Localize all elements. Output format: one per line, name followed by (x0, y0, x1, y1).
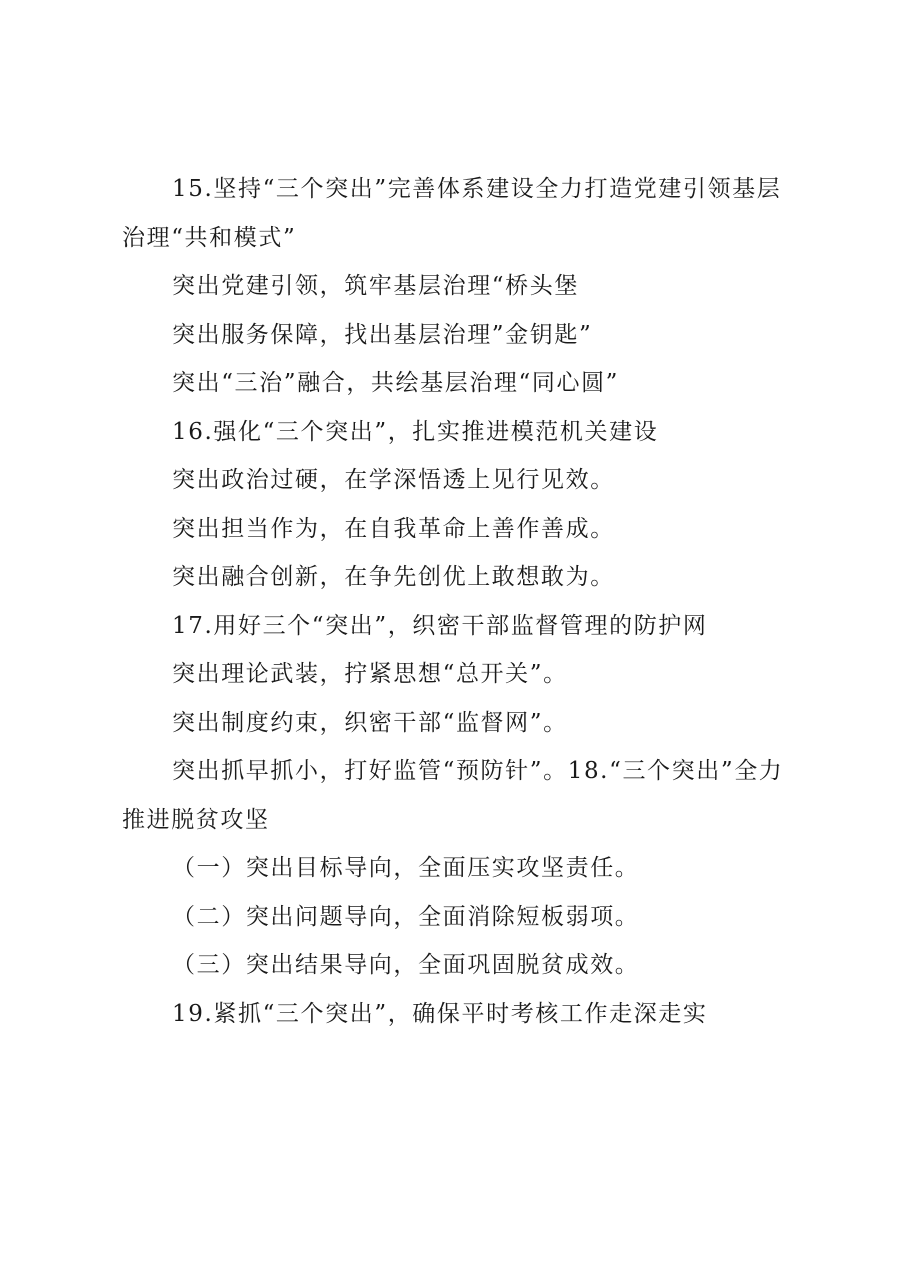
list-item: （二）突出问题导向，全面消除短板弱项。 (172, 903, 640, 930)
heading-15: 15.坚持“三个突出”完善体系建设全力打造党建引领基层治理“共和模式” (122, 176, 782, 251)
list-item: 突出制度约束，织密干部“监督网”。 (172, 709, 568, 736)
list-item: 突出政治过硬，在学深悟透上见行见效。 (172, 467, 615, 493)
list-item: （一）突出目标导向，全面压实攻坚责任。 (172, 855, 640, 881)
list-item: 突出理论武装，拧紧思想“总开关”。 (172, 661, 568, 687)
heading-19: 19.紧抓“三个突出”，确保平时考核工作走深走实 (172, 1000, 708, 1027)
list-item: （三）突出结果导向，全面巩固脱贫成效。 (172, 952, 640, 978)
document-body (122, 165, 797, 1038)
heading-17: 17.用好三个“突出”，织密干部监督管理的防护网 (172, 612, 708, 639)
list-item: 突出担当作为，在自我革命上善作善成。 (172, 515, 615, 542)
list-item: 突出服务保障，找出基层治理”金钥匙” (172, 321, 593, 348)
list-item-with-heading-18: 突出抓早抓小，打好监管“预防针”。18.“三个突出”全力推进脱贫攻坚 (122, 758, 784, 833)
heading-16: 16.强化“三个突出”，扎实推进模范机关建设 (172, 418, 659, 445)
list-item: 突出融合创新，在争先创优上敢想敢为。 (172, 564, 615, 590)
list-item: 突出党建引领，筑牢基层治理“桥头堡 (172, 273, 579, 299)
list-item: 突出“三治”融合，共绘基层治理“同心圆” (172, 370, 620, 396)
